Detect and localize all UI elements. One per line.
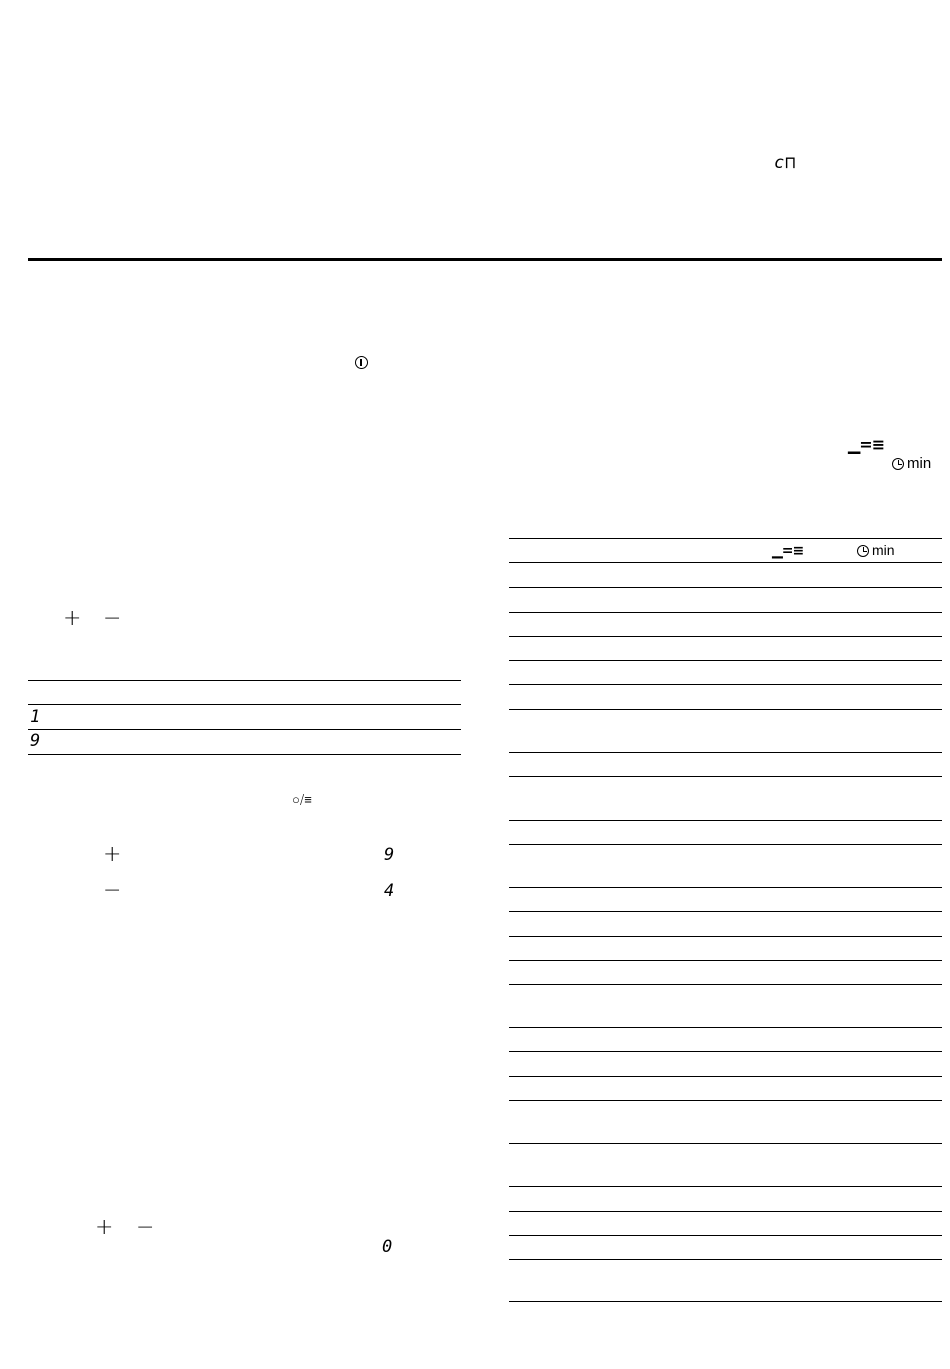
plus-icon: + xyxy=(95,1215,114,1240)
power-icon xyxy=(355,356,368,374)
min-text: min xyxy=(872,542,895,558)
display-value: 9 xyxy=(384,845,396,865)
display-code: c⊓ xyxy=(774,153,797,173)
table-heat-icon: ▁=≡ xyxy=(772,543,804,559)
heat-level-icon: ▁=≡ xyxy=(848,435,885,454)
clock-icon xyxy=(892,458,904,470)
plus-icon: + xyxy=(63,606,82,631)
mode-icon: ○/≡ xyxy=(292,793,312,808)
clock-icon xyxy=(857,545,869,557)
timer-min-label xyxy=(892,456,931,471)
min-text: min xyxy=(907,455,932,472)
table-row-level: 9 xyxy=(30,731,42,751)
minus-icon: − xyxy=(103,878,122,903)
table-min-label xyxy=(857,543,895,557)
plus-icon: + xyxy=(103,842,122,867)
display-value: 0 xyxy=(382,1237,394,1257)
display-value: 4 xyxy=(384,881,396,901)
minus-icon: − xyxy=(103,606,122,631)
section-divider xyxy=(28,258,942,261)
minus-icon: − xyxy=(136,1215,155,1240)
table-row-level: 1 xyxy=(30,707,42,727)
